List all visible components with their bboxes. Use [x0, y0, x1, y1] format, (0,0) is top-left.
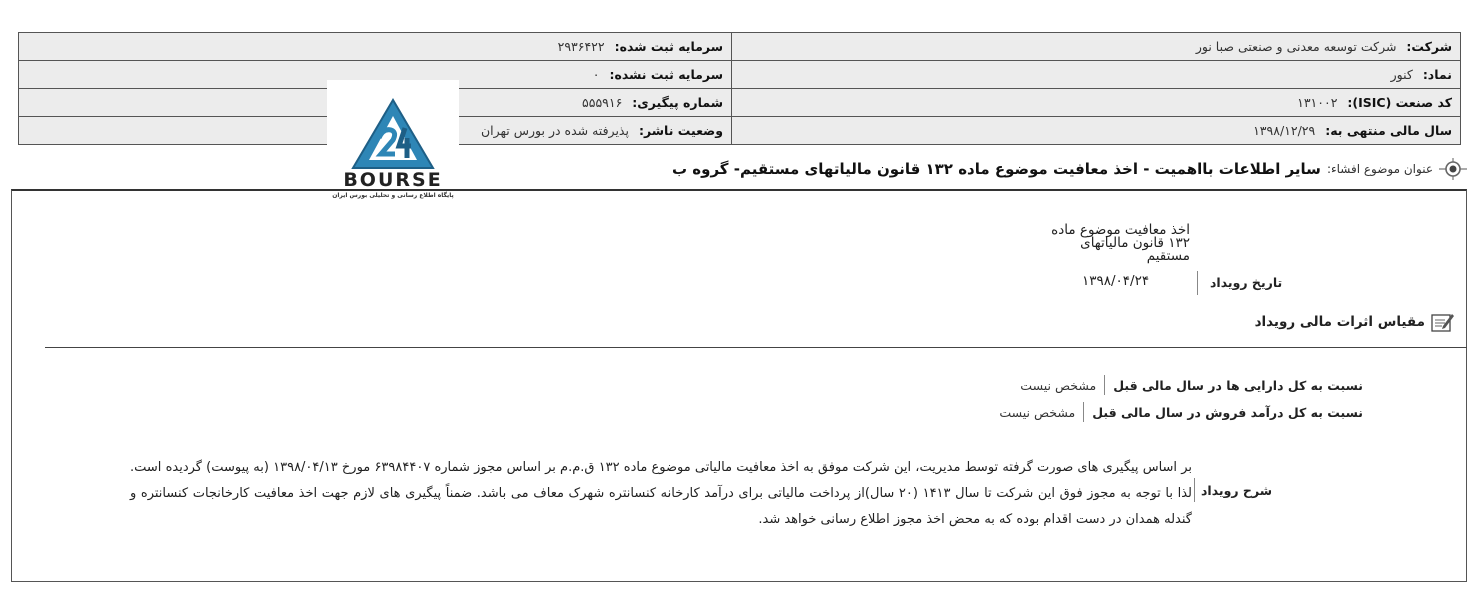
fiscal-year-value: ۱۳۹۸/۱۲/۲۹: [1253, 123, 1316, 138]
symbol-value: کنور: [1390, 67, 1413, 82]
info-row-symbol: [19, 61, 1461, 89]
bourse24-logo: [327, 80, 459, 200]
ratio-revenue-divider: [1083, 402, 1084, 422]
info-row-fiscal: [19, 117, 1461, 145]
symbol-label: نماد:: [1422, 67, 1452, 82]
ratio-assets-row: [1020, 375, 1363, 395]
event-description-divider: [1194, 478, 1195, 502]
event-date-divider: [1197, 271, 1198, 295]
publisher-status-label: وضعیت ناشر:: [638, 123, 723, 138]
event-date-label: تاریخ رویداد: [1210, 275, 1283, 290]
edit-note-icon: [1431, 311, 1455, 333]
event-description-text: بر اساس پیگیری های صورت گرفته توسط مدیریت، این شرکت موفق به اخذ معافیت مالیاتی موضوع ماده ۱۳۲ ق.م.م بر اساس مجوز شماره ۶۳۹۸۴۴۰۷ مورخ ۱۳۹۸/۰۴/۱۳ (به پیوست) گردیده است. لذا با توجه به مجوز فوق این شرکت تا سال ۱۴۱۳ (۲۰ سال)از پرداخت مالیاتی برای درآمد کارخانه کنسانتره شهرک معاف می باشد. ضمناً پیگیری های لازم جهت اخذ معافیت کارخانجات کنسانتره و گندله همدان در دست اقدام بوده که به محض اخذ مجوز اطلاع رسانی خواهد شد.: [130, 460, 1193, 527]
company-value: شرکت توسعه معدنی و صنعتی صبا نور: [1195, 39, 1397, 54]
info-row-company: [19, 33, 1461, 61]
subject-label: عنوان موضوع افشاء:: [1326, 162, 1433, 176]
ratio-revenue-label: نسبت به کل درآمد فروش در سال مالی قبل: [1092, 404, 1363, 420]
ratio-assets-value: مشخص نیست: [1020, 377, 1097, 393]
ratio-revenue-row: [999, 402, 1363, 422]
unregistered-capital-value: ۰: [592, 67, 600, 82]
registered-capital-cell: [19, 33, 732, 61]
logo-caption: پایگاه اطلاع رسانی و تحلیلی بورس ایران: [332, 192, 454, 199]
publisher-status-value: پذیرفته شده در بورس تهران: [481, 123, 629, 138]
ratio-assets-label: نسبت به کل دارایی ها در سال مالی قبل: [1113, 377, 1363, 393]
fiscal-year-label: سال مالی منتهی به:: [1325, 123, 1452, 138]
event-title: اخذ معافیت موضوع ماده ۱۳۲ قانون مالیاتهای مستقیم: [1051, 222, 1190, 264]
financial-effects-title: مقیاس اثرات مالی رویداد: [1254, 314, 1425, 330]
industry-code-value: ۱۳۱۰۰۲: [1297, 95, 1338, 110]
company-info-table: [18, 32, 1461, 145]
registered-capital-label: سرمایه ثبت شده:: [614, 39, 723, 54]
logo-brand-text: BOURSE: [343, 169, 443, 191]
industry-code-label: کد صنعت (ISIC):: [1347, 95, 1452, 110]
symbol-cell: [732, 61, 1461, 89]
bourse24-logo-mark: [327, 80, 459, 200]
tracking-number-label: شماره پیگیری:: [632, 95, 723, 110]
target-icon: [1439, 158, 1467, 180]
ratio-assets-divider: [1104, 375, 1105, 395]
event-description-label: شرح رویداد: [1201, 483, 1273, 498]
unregistered-capital-label: سرمایه ثبت نشده:: [609, 67, 723, 82]
ratio-revenue-value: مشخص نیست: [999, 404, 1076, 420]
industry-code-cell: [732, 89, 1461, 117]
tracking-number-value: ۵۵۵۹۱۶: [582, 95, 623, 110]
fiscal-year-cell: [732, 117, 1461, 145]
info-row-industry: [19, 89, 1461, 117]
disclosure-subject: [672, 157, 1467, 181]
company-label: شرکت:: [1406, 39, 1452, 54]
subject-title: سایر اطلاعات بااهمیت - اخذ معافیت موضوع ماده ۱۳۲ قانون مالیاتهای مستقیم- گروه ب: [671, 160, 1321, 178]
section-divider: [45, 347, 1467, 348]
registered-capital-value: ۲۹۳۶۴۲۲: [557, 39, 605, 54]
event-date-value: ۱۳۹۸/۰۴/۲۴: [1082, 273, 1150, 289]
company-cell: [732, 33, 1461, 61]
financial-effects-heading: [1255, 311, 1455, 333]
